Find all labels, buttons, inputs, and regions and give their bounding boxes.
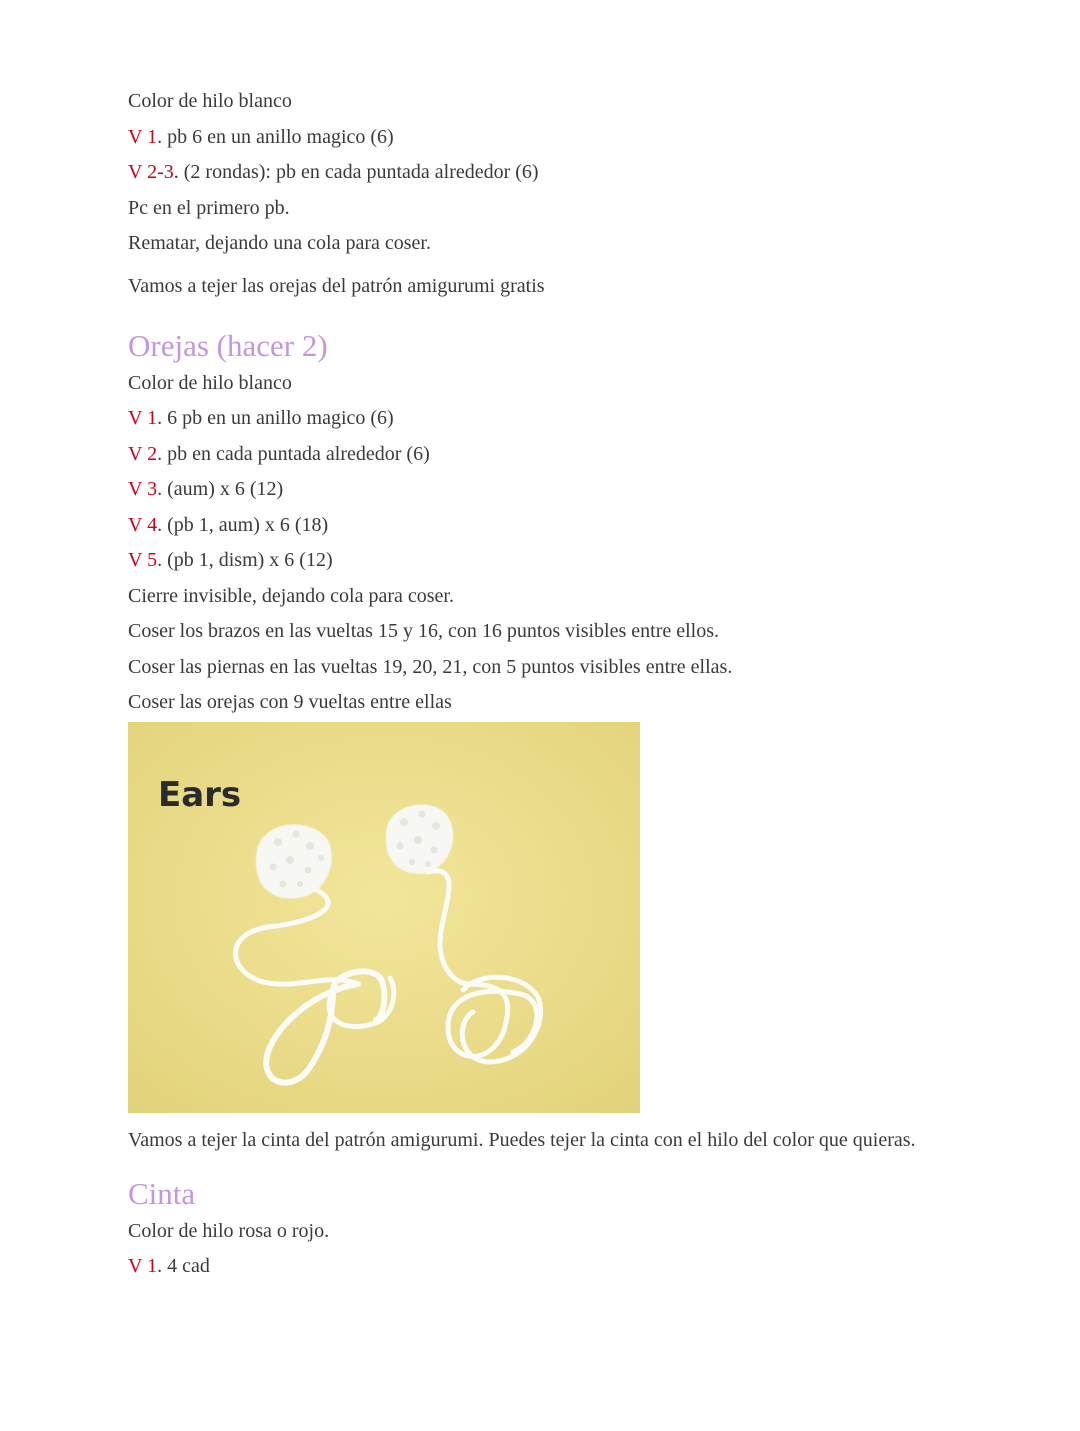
round-line — [128, 472, 948, 508]
instruction-note: Coser las piernas en las vueltas 19, 20, 21, con 5 puntos visibles entre ellas. — [128, 655, 733, 678]
round-text: . (aum) x 6 (12) — [157, 478, 284, 500]
round-text: . pb en cada puntada alrededor (6) — [157, 442, 430, 465]
round-line — [128, 508, 948, 544]
instruction-note: Rematar, dejando una cola para coser. — [128, 232, 431, 254]
round-text: . (2 rondas): pb en cada puntada alrededor (6) — [173, 161, 539, 183]
round-line — [128, 155, 948, 191]
ears-photo — [128, 722, 640, 1113]
round-line — [128, 120, 948, 156]
round-text: . 4 cad — [157, 1255, 210, 1277]
photo-label: Ears — [158, 774, 242, 815]
round-tag: V 2-3 — [128, 161, 174, 183]
document-page — [128, 84, 948, 1285]
round-text: . pb 6 en un anillo magico (6) — [157, 125, 394, 148]
round-line — [128, 1249, 948, 1285]
instruction-note: Cierre invisible, dejando cola para coser. — [128, 584, 454, 607]
round-tag: V 2 — [128, 442, 158, 465]
round-tag: V 1 — [128, 407, 158, 429]
round-text: . (pb 1, dism) x 6 (12) — [157, 549, 333, 571]
round-tag: V 4 — [128, 513, 158, 536]
round-tag: V 5 — [128, 549, 158, 571]
section-intro: Vamos a tejer la cinta del patrón amigurumi. Puedes tejer la cinta con el hilo del color que quieras. — [128, 1128, 916, 1151]
instruction-note: Pc en el primero pb. — [128, 196, 290, 219]
section-heading: Cinta — [128, 1175, 196, 1211]
round-tag: V 1 — [128, 1255, 158, 1277]
section-intro: Vamos a tejer las orejas del patrón amigurumi gratis — [128, 274, 545, 297]
round-line — [128, 437, 948, 473]
instruction-note: Coser las orejas con 9 vueltas entre ellas — [128, 691, 452, 713]
instruction-note: Coser los brazos en las vueltas 15 y 16, con 16 puntos visibles entre ellos. — [128, 620, 720, 642]
yarn-color-line: Color de hilo blanco — [128, 90, 292, 112]
section-heading: Orejas (hacer 2) — [128, 327, 328, 363]
yarn-color-line: Color de hilo blanco — [128, 371, 292, 394]
round-tag: V 3 — [128, 478, 158, 500]
round-line — [128, 543, 948, 579]
round-line — [128, 401, 948, 437]
round-tag: V 1 — [128, 125, 158, 148]
yarn-color-line: Color de hilo rosa o rojo. — [128, 1219, 330, 1242]
round-text: . (pb 1, aum) x 6 (18) — [157, 513, 329, 536]
round-text: . 6 pb en un anillo magico (6) — [157, 407, 394, 429]
